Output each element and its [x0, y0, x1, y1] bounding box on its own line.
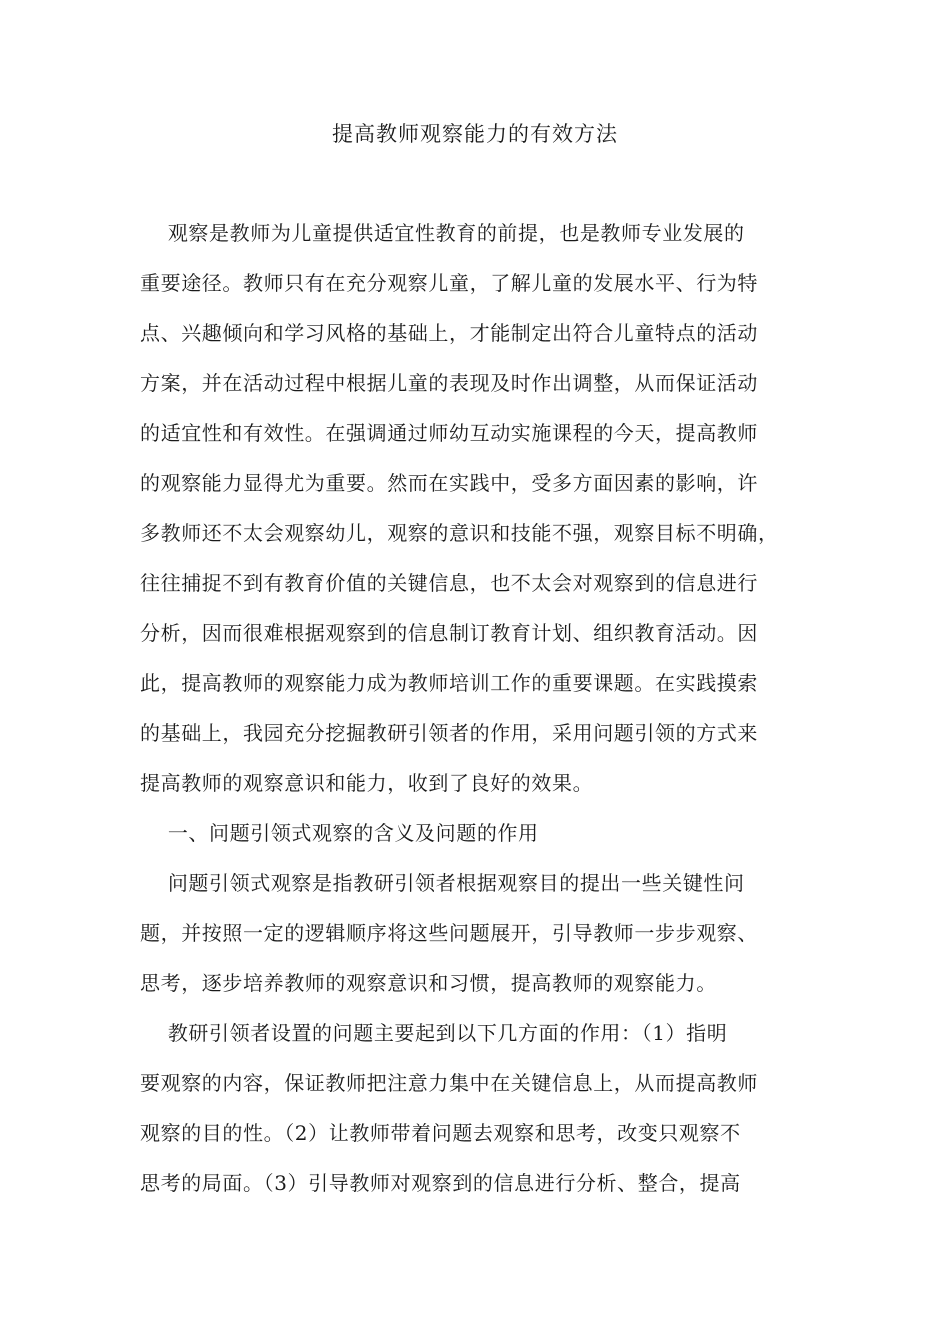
text-line: 思考的局面。（3）引导教师对观察到的信息进行分析、整合，提高	[140, 1171, 741, 1195]
section-heading	[140, 808, 820, 858]
paragraph-intro	[140, 208, 820, 808]
text-line: 问题引领式观察是指教研引领者根据观察目的提出一些关键性问	[140, 871, 745, 895]
text-line: 分析，因而很难根据观察到的信息制订教育计划、组织教育活动。因	[140, 621, 758, 645]
text-line: 点、兴趣倾向和学习风格的基础上，才能制定出符合儿童特点的活动	[140, 321, 758, 345]
document-body	[140, 208, 820, 1208]
text-line: 观察的目的性。（2）让教师带着问题去观察和思考，改变只观察不	[140, 1121, 741, 1145]
text-line: 多教师还不太会观察幼儿，观察的意识和技能不强，观察目标不明确，	[140, 521, 779, 545]
text-line: 的适宜性和有效性。在强调通过师幼互动实施课程的今天，提高教师	[140, 421, 758, 445]
text-line: 此，提高教师的观察能力成为教师培训工作的重要课题。在实践摸索	[140, 671, 758, 695]
document-title: 提高教师观察能力的有效方法	[332, 122, 618, 146]
paragraph-functions	[140, 1008, 820, 1208]
text-line: 教研引领者设置的问题主要起到以下几方面的作用：（1）指明	[140, 1021, 728, 1045]
text-line: 方案，并在活动过程中根据儿童的表现及时作出调整，从而保证活动	[140, 371, 758, 395]
section-heading-text: 一、问题引领式观察的含义及问题的作用	[140, 821, 539, 845]
text-line: 提高教师的观察意识和能力，收到了良好的效果。	[140, 771, 594, 795]
text-line: 往往捕捉不到有教育价值的关键信息，也不太会对观察到的信息进行	[140, 571, 758, 595]
paragraph-definition	[140, 858, 820, 1008]
text-line: 要观察的内容，保证教师把注意力集中在关键信息上，从而提高教师	[140, 1071, 758, 1095]
text-line: 的基础上，我园充分挖掘教研引领者的作用，采用问题引领的方式来	[140, 721, 758, 745]
text-line: 观察是教师为儿童提供适宜性教育的前提，也是教师专业发展的	[140, 221, 745, 245]
text-line: 重要途径。教师只有在充分观察儿童，了解儿童的发展水平、行为特	[140, 271, 758, 295]
text-line: 的观察能力显得尤为重要。然而在实践中，受多方面因素的影响，许	[140, 471, 758, 495]
text-line: 题，并按照一定的逻辑顺序将这些问题展开，引导教师一步步观察、	[140, 921, 758, 945]
text-line: 思考，逐步培养教师的观察意识和习惯，提高教师的观察能力。	[140, 971, 717, 995]
